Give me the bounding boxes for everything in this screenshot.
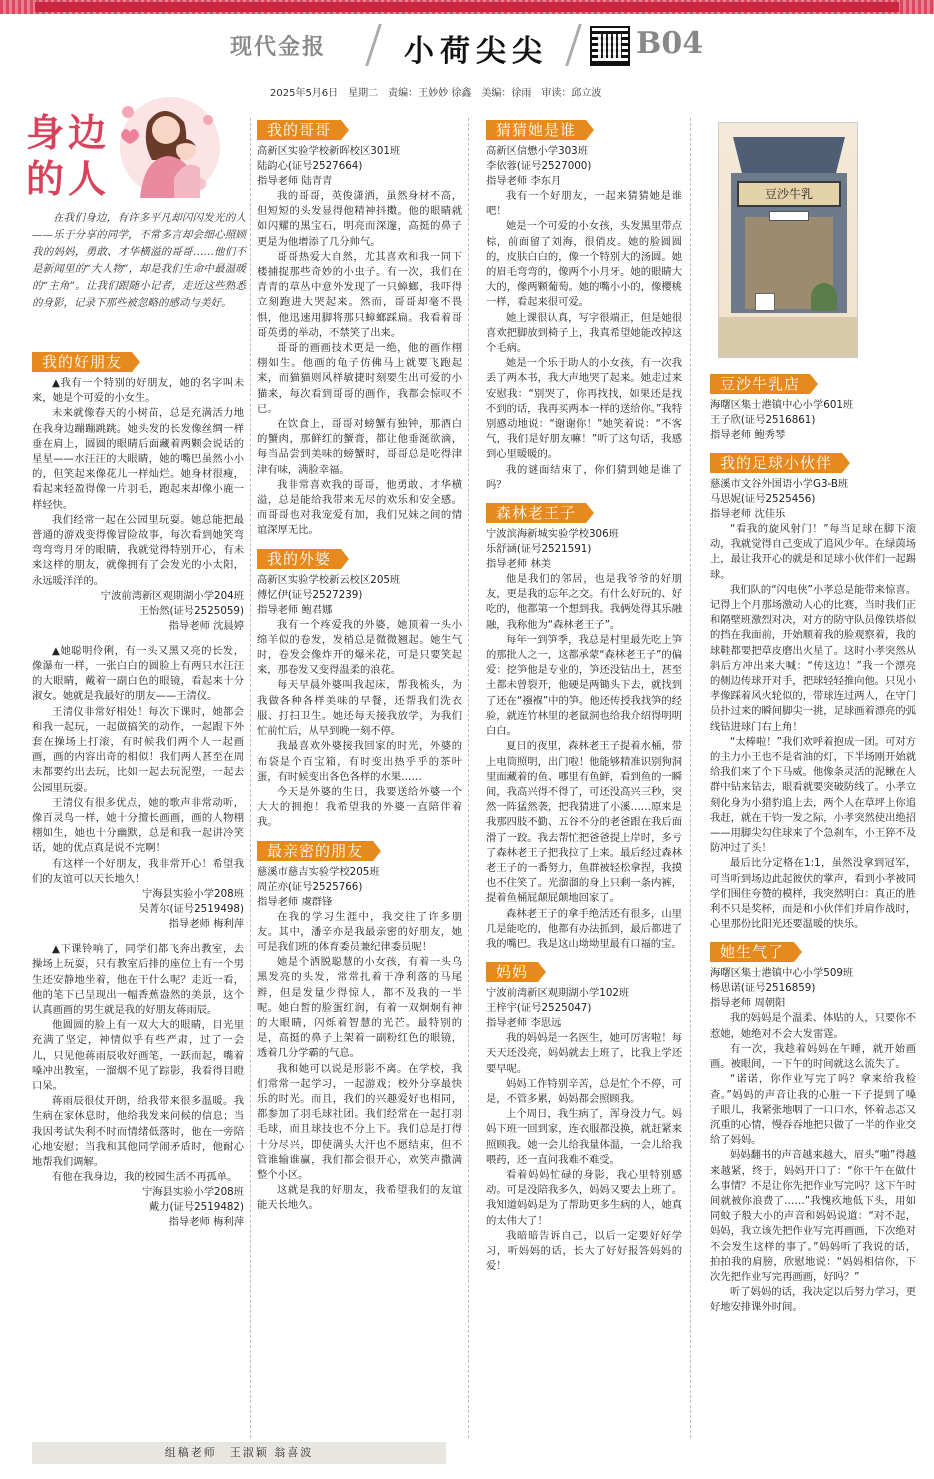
author-name: 戴力(证号2519482)	[148, 1201, 244, 1214]
article-paragraph: 她是一个可爱的小女孩，头发黑里带点棕，前面留了刘海，很俏皮。她的脸圆圆的，皮肤白白的，像一个特别大的汤圆。她的眉毛弯弯的，像两个小月牙。她的眼睛大大的，像两颗葡萄。她的嘴小小的，像樱桃一样，看起来很可爱。	[486, 220, 682, 309]
shop-sign-text: 豆沙牛乳	[737, 181, 841, 207]
column-divider	[690, 118, 691, 1438]
article-paragraph: 上个周日，我生病了，浑身没力气。妈妈下班一回到家，连衣服都没换，就赶紧来照顾我。她一会儿给我量体温，一会儿给我喂药，还一直问我难不难受。	[486, 1108, 682, 1166]
shop-painting	[718, 122, 858, 358]
author-teacher: 指导老师 周朝阳	[710, 997, 786, 1010]
article-paragraph: 每年一到笋季，我总是村里最先吃上笋的那批人之一，这都承蒙“森林老王子”的偏爱：挖笋他是专业的，笋还没钻出土，甚至土都未曾裂开，他硬是两锄头下去，就找到了还在“襁褓”中的笋。他还传授我找笋的经验，就连竹林里的老鼠洞也给我介绍得明明白白。	[486, 633, 683, 738]
article-tag: 我的哥哥	[257, 120, 341, 140]
article-tag: 豆沙牛乳店	[710, 374, 810, 394]
author-teacher: 指导老师 虞群锋	[257, 895, 333, 908]
article-paragraph: 她上课很认真，写字很端正，但是她很喜欢把脚放到椅子上，我真希望她能改掉这个毛病。	[486, 311, 682, 355]
article-tag: 她生气了	[710, 942, 794, 962]
author-teacher: 指导老师 鲍君娜	[257, 603, 333, 616]
article-paragraph: 有一次，我趁着妈妈在午睡，就开始画画。被眼间，一下午的时间就这么流失了。	[710, 1042, 916, 1071]
article-paragraph: 听了妈妈的话，我决定以后努力学习，更好地安排课外时间。	[710, 1286, 916, 1314]
editor-credit-bar	[32, 1442, 446, 1464]
article-paragraph: 在我的学习生涯中，我交往了许多朋友。其中，潘辛亦是我最亲密的好朋友，她可是我们班的体育委员兼纪律委员呢！	[257, 910, 462, 953]
article-paragraph: 我的妈妈是一名医生，她可厉害啦！每天天还没亮，妈妈就去上班了，比我上学还要早呢。	[486, 1032, 682, 1075]
author-teacher: 指导老师 鲍秀琴	[710, 429, 786, 441]
article-tag: 最亲密的朋友	[257, 841, 373, 861]
author-school: 宁波前湾新区观期湖小学204班	[100, 589, 244, 602]
paper-name: 现代金报	[230, 34, 327, 60]
article-paragraph: ▲下课铃响了，同学们都飞奔出教室，去操场上玩耍，只有教室后排的座位上有一个男生还安静地坐着，他在干什么呢？走近一看，他的笔下已呈现出一幅香蕉盎然的美景，这个认真画画的男生就是我的好朋友蒋雨辰。	[32, 943, 244, 1016]
article-paragraph: 他是我们的邻居，也是我爷爷的好朋友，更是我的忘年之交。有什么好玩的、好吃的，他都第一个想到我。我俩处得其乐融融，我称他为“森林老王子”。	[486, 573, 682, 631]
author-school: 海曙区集士港镇中心小学509班	[710, 967, 854, 980]
author-school: 高新区实验学校新云校区205班	[257, 573, 401, 586]
page-number: B04	[636, 26, 704, 61]
author-teacher: 指导老师 林美	[486, 558, 552, 571]
article-paragraph: ▲我有一个特别的好朋友，她的名字叫未来，她是个可爱的小女生。	[32, 377, 244, 405]
article-paragraph: 她是一个乐于助人的小女孩，有一次我丢了两本书，我大声地哭了起来。她走过来安慰我：“别哭了，你再找找，如果还是找不到的话，我再买两本一样的送给你。”我特别感动地说：“谢谢你！”她笑着说：“不客气，我们是好朋友嘛！”听了这句话，我感到心里暖暖的。	[486, 357, 682, 461]
qr-code-icon	[590, 26, 630, 66]
article-paragraph: 妈妈翻书的声音越来越大，眉头“啪”得越来越紧，终于，妈妈开口了：“你干午在做什么事情？不是让你先把作业写完吗？这下午时间就被你浪费了……”我愧疚地低下头，用如同蚊子般大小的声音和妈妈说道：“对不起，妈妈，我立该先把作业写完再画画，下次绝对不会发生这样的事了。”妈妈听了我说的话，拍拍我的肩膀，欣慰地说：“妈妈相信你，下次先把作业写完再画画，好吗？”	[710, 1149, 916, 1283]
author-name: 王子欣(证号2516861)	[710, 414, 816, 426]
author-school: 慈溪市文谷外国语小学G3-B班	[710, 478, 849, 490]
article-paragraph: 她是个洒脱聪慧的小女孩，有着一头乌黑发亮的头发，常常扎着干净利落的马尾辫，但是发量少得惊人，都不及我的一半呢。她白皙的脸蛋红润，有着一双炯炯有神的大眼睛，闪烁着智慧的光芒。最特别的是，高挺的鼻子上架着一副粉红色的眼镜，透着几分学霸的气息。	[257, 956, 462, 1060]
column-4	[710, 118, 916, 1316]
section-title: 身边的人	[26, 110, 111, 201]
article-paragraph: 有他在我身边，我的校园生活不再孤单。	[52, 1171, 238, 1184]
article-paragraph: ▲她聪明伶俐，有一头又黑又亮的长发，像瀑布一样，一张白白的圆脸上有两只水汪汪的大眼睛，戴着一副白色的眼镜，看起来十分淑女。她就是我最好的朋友——王清仪。	[32, 644, 244, 703]
article-tag: 我的外婆	[257, 549, 341, 569]
article-paragraph: 今天是外婆的生日，我要送给外婆一个大大的拥抱！我希望我的外婆一直陪伴着我。	[257, 785, 462, 829]
article-paragraph: 哥哥热爱大自然，尤其喜欢和我一同下楼捕捉那些奇妙的小虫子。有一次，我们在青青的草丛中意外发现了一只蟑螂，我吓得立刻跑进大哭起来。然而，哥哥却毫不畏惧，他迅速用脚将那只蟑螂踩扁。我看着哥哥英勇的举动，不禁笑了出来。	[257, 250, 462, 339]
article-paragraph: 我有一个好朋友，一起来猜猜她是谁吧！	[486, 190, 682, 218]
author-school: 海曙区集士港镇中心小学601班	[710, 399, 854, 411]
author-name: 李依蓉(证号2527000)	[486, 160, 592, 172]
article-tag: 妈妈	[486, 962, 538, 982]
column-2	[257, 118, 462, 1214]
article-paragraph: 蒋雨辰很仗开朗，给我带来很多温暖。我生病在家休息时，他给我发来问候的信息；当我因考试失利不时而情绪低落时，他在一旁陪心地安慰；当我和其他同学闹矛盾时，他耐心地帮我们调解。	[32, 1095, 244, 1168]
article-paragraph: 夏日的夜里，森林老王子提着水桶，带上电筒照明，出门啦！他能够精准识别狗洞里面藏着的鱼、哪里有鱼鲜，看到鱼的一瞬间，我高兴得不得了，可还没高兴三秒，突然一阵猛然袭，把我猜进了小溪……原来是我那四肢不勤、五谷不分的老爸跟在我后面滑了一跤。我去帮忙把爸爸提上岸时，多亏了森林老王子把我拉了上来。最后经过森林老王子的一番努力，鱼群被轻松拿捏，我摸也不住笑了。光溜溜的身上只剩一条内裤，提着鱼桶屁颠屁颠地回家了。	[486, 740, 682, 905]
article-paragraph: 我非常喜欢我的哥哥，他勇敢、才华横溢，总是能给我带来无尽的欢乐和安全感。而哥哥也对我宠爱有加，我们兄妹之间的情谊深厚无比。	[257, 478, 462, 537]
author-name: 吴菁尔(证号2519498)	[138, 903, 244, 916]
author-name: 王怡然(证号2525059)	[138, 604, 244, 617]
article-paragraph: 每天早晨外婆叫我起床，帮我梳头，为我做各种各样美味的早餐，还帮我们洗衣服、打扫卫生。她还每天接我放学，为我们忙前忙后，从早到晚一刻不停。	[257, 679, 462, 738]
article-paragraph: “诺诺，你作业写完了吗？拿来给我检查。”妈妈的声音让我的心脏一下子提到了嗓子眼儿，我紧张地咽了一口口水，怀着忐忑又沉重的心情，慢吞吞地把只做了一半的作业交给了妈妈。	[710, 1073, 916, 1147]
dateline: 2025年5月6日 星期二 责编：王妙妙 徐鑫 美编：徐雨 审读：邱立波	[270, 88, 602, 99]
article-paragraph: 我的谜面结束了，你们猜到她是谁了吗？	[486, 463, 682, 491]
article-tag: 我的好朋友	[32, 352, 132, 372]
author-teacher: 指导老师 沈佳乐	[710, 508, 786, 520]
author-name: 马思妮(证号2525456)	[710, 493, 816, 505]
article-paragraph: 哥哥的画画技术更是一绝，他的画作栩栩如生。他画的龟子仿佛马上就要飞跑起来，而猫猫则风样敏捷时刻要生出可爱的小猫来，每次看到哥哥的画作，我都会惊叹不已。	[257, 342, 462, 415]
column-3	[486, 118, 682, 1274]
article-paragraph: 在饮食上，哥哥对螃蟹有独钟，那酒白的蟹肉，那鲜红的蟹膏，都让他垂涎欲滴，每当品尝到美味的螃蟹时，哥哥总是吃得津津有味，满脸幸福。	[257, 418, 462, 476]
article-paragraph: 我暗暗告诉自己，以后一定要好好学习，听妈妈的话，长大了好好报答妈妈的爱！	[486, 1229, 682, 1273]
article-tag: 猜猜她是谁	[486, 120, 586, 140]
article-paragraph: 我们队的“闪电侠”小孝总是能带来惊喜。记得上个月那场激动人心的比赛，当时我们正和隔壁班激烈对决，对方的防守队员像铁塔似的挡在我面前，开始顺着我的脸观察着，我的球鞋都要把草皮磨出火星了。这时小孝突然从斜后方冲出来大喊：“传这边！”我一个漂亮的侧边传球开对手，把球轻轻推向他。只见小孝像踩着风火轮似的，带球连过两人，在守门员扑过来的瞬间脚尖一挑，足球画着漂亮的弧线钻进球门右上角！	[710, 583, 916, 733]
author-school: 宁波滨海新城实验学校306班	[486, 528, 619, 541]
column-divider	[468, 118, 469, 1438]
divider-slash	[565, 24, 582, 66]
column-1	[32, 350, 244, 1230]
top-decorative-bar	[0, 0, 934, 14]
author-teacher: 指导老师 李东月	[486, 175, 562, 187]
article-paragraph: 王清仪非常好相处！每次下课时，她都会和我一起玩，一起做搞笑的动作，一起跟下外套在操场上打滚，有时候我们两个人一起画画，画的内容出奇的相似！我们两人甚至在周末都要约出去玩，比如一起去玩泥塑，一起去公园里玩耍。	[32, 705, 244, 794]
author-school: 高新区信懋小学303班	[486, 145, 589, 157]
article-paragraph: 我和她可以说是形影不离。在学校，我们常常一起学习，一起游戏；校外分享最快乐的时光。而且，我们的兴趣爱好也相同，都参加了羽毛球社团。我们经常在一起打羽毛球，而且球技也不分上下。我们总是打得十分尽兴，即使满头大汗也不愿结束，但不管谁输谁赢，我们都会很开心，欢笑声撒满整个小区。	[257, 1062, 462, 1181]
article-paragraph: 有这样一个好朋友，我非常开心！希望我们的友谊可以天长地久！	[32, 857, 244, 885]
author-name: 杨思诺(证号2516859)	[710, 982, 816, 995]
article-paragraph: 我们经常一起在公园里玩耍。她总能把最普通的游戏变得像冒险故事，每次看到她笑弯弯弯弯月牙的眼睛，我就觉得特别开心，有未来这样的朋友，就像拥有了会发光的小太阳，永远暖洋洋的。	[32, 513, 244, 587]
editor-credit: 组稿老师 王淑颖 翁喜波	[164, 1446, 314, 1459]
article-tag: 森林老王子	[486, 503, 586, 523]
author-teacher: 指导老师 梅利萍	[168, 918, 244, 931]
author-name: 周芷亦(证号2525766)	[257, 880, 363, 893]
column-name: 小荷尖尖	[404, 34, 548, 69]
author-school: 慈溪市慈吉实验学校205班	[257, 865, 380, 878]
author-name: 乐舒涵(证号2521591)	[486, 543, 592, 556]
article-paragraph: 王清仪有很多优点，她的歌声非常动听，像百灵鸟一样，她十分擅长画画，画的人物栩栩如生，她也十分幽默，总是和我一起讲冷笑话，她的优点真是说不完啊！	[32, 796, 244, 855]
intro-text: 在我们身边，有许多平凡却闪闪发光的人——乐于分享的同学，不常多言却会细心照顾我的妈妈，勇敢、才华横溢的哥哥……他们不是新闻里的“大人物”，却是我们生命中最温暖的“主角”。让我们跟随小记者，走近这些熟悉的身影，记录下那些被忽略的感动与美好。	[32, 212, 246, 309]
article-paragraph: “太棒啦！”我们欢呼着抱成一团。可对方的主力小王也不是省油的灯，下半场刚开始就给我们来了个下马威。他像条灵活的泥鳅在人群中钻来钻去，眼看就要突破防线了。小孝立刻化身为小猎豹追上去，两个人在草坪上你追我赶，就在干钧一发之际，小孝突然使出绝招——用脚尖勾住球来了个急刹车，小王猝不及防冲过了头！	[710, 735, 916, 855]
author-school: 宁海县实验小学208班	[141, 888, 244, 901]
author-school: 高新区实验学校新晖校区301班	[257, 145, 401, 157]
author-school: 宁海县实验小学208班	[141, 1186, 244, 1199]
author-name: 王梓宇(证号2525047)	[486, 1002, 592, 1015]
article-paragraph: 我最喜欢外婆接我回家的时光，外婆的布袋是个百宝箱，有时变出热乎乎的茶叶蛋，有时候变出各色各样的水果……	[257, 740, 462, 783]
article-tag: 我的足球小伙伴	[710, 453, 842, 473]
author-name: 陆韵心(证号2527664)	[257, 160, 363, 172]
article-paragraph: 最后比分定格在1:1，虽然没拿到冠军，可当听到场边此起彼伏的掌声，看到小孝被同学们围住夸赞的模样，我突然明白：真正的胜利不只是奖杯，而是和小伙伴们并肩作战时，心里那份比阳光还要温暖的快乐。	[710, 857, 916, 931]
masthead	[0, 18, 934, 80]
divider-slash	[365, 24, 382, 66]
article-paragraph: 我有一个疼爱我的外婆，她顶着一头小绵羊似的卷发，发梢总是微微翘起。她生气时，卷发会像炸开的爆米花，可是只要笑起来，那卷发又变得温柔的浪花。	[257, 618, 462, 677]
article-paragraph: 森林老王子的拿手绝活还有很多，山里几是能吃的，他都有办法抓到，最后都进了我的嘴巴。我是这山坳坳里最有口福的宝。	[486, 907, 682, 950]
author-teacher: 指导老师 李思远	[486, 1017, 562, 1030]
author-teacher: 指导老师 沈晨婷	[168, 619, 244, 632]
article-paragraph: 我的哥哥，英俊潇洒，虽然身材不高，但短短的头发显得他精神抖擞。他的眼睛就如闪耀的黑宝石，明亮而深邃，高挺的鼻子更是为他增添了几分帅气。	[257, 190, 462, 248]
article-paragraph: “看我的旋风射门！”每当足球在脚下滚动，我就觉得自己变成了追风少年。在绿茵场上，最让我开心的就是和足球小伙伴们一起踢球。	[710, 523, 916, 581]
article-paragraph: 这就是我的好朋友，我希望我们的友谊能天长地久。	[257, 1184, 462, 1212]
article-paragraph: 我的妈妈是个温柔、体贴的人，只要你不惹她，她绝对不会大发雷霆。	[710, 1012, 916, 1040]
article-paragraph: 看着妈妈忙碌的身影，我心里特别感动。可是没陪我多久，妈妈又要去上班了。我知道妈妈是为了帮助更多生病的人，她真的太伟大了！	[486, 1168, 682, 1227]
author-school: 宁波前湾新区观期湖小学102班	[486, 987, 630, 1000]
article-paragraph: 未来就像春天的小树苗，总是充满活力地在我身边蹦蹦跳跳。她头发的长发像丝绸一样垂在肩上，圆圆的眼睛后面藏着两颗会说话的星星——水汪汪的大眼睛，她的嘴巴虽然小小的，但笑起来像花儿一样灿烂。她身材很瘦，看起来轻盈得像一片羽毛，跑起来却像小鹿一样轻快。	[32, 407, 244, 511]
author-name: 傅忆伊(证号2527239)	[257, 588, 363, 601]
article-paragraph: 他圆圆的脸上有一双大大的眼睛，目光里充满了坚定，神情似乎有些严肃，过了一会儿，只见他蒋雨辰收好画笔，一跃而起，嘴着嗓冲出教室，一溜烟不见了踪影，我看得目瞪口呆。	[32, 1019, 244, 1092]
article-paragraph: 妈妈工作特别辛苦，总是忙个不停，可是，不管多累，妈妈都会照顾我。	[486, 1077, 682, 1105]
column-divider	[250, 118, 251, 1438]
author-teacher: 指导老师 梅利萍	[168, 1216, 244, 1229]
author-teacher: 指导老师 陆青青	[257, 175, 333, 187]
